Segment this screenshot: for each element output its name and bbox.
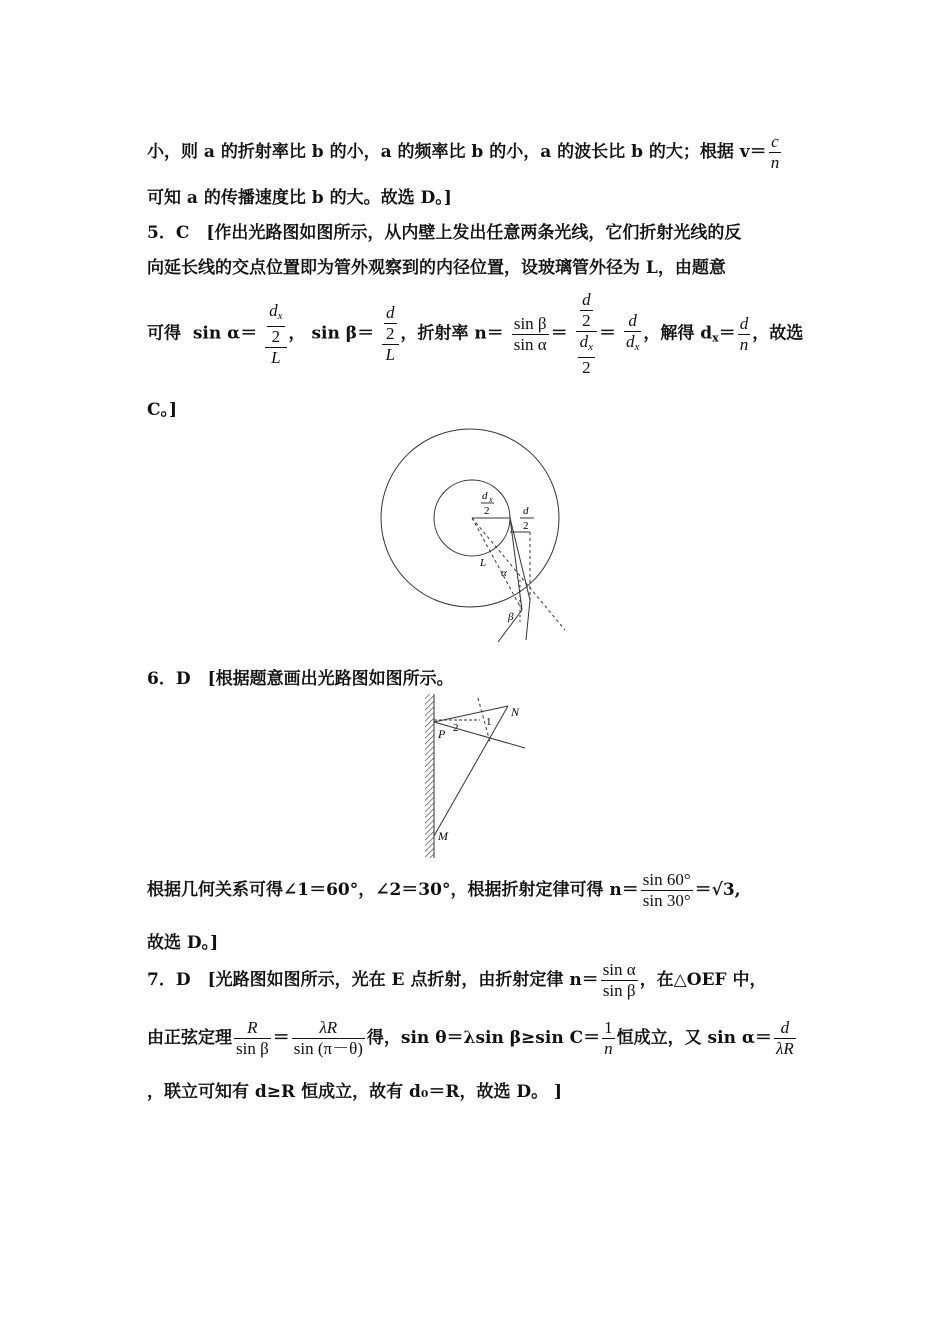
figure-mirror — [420, 692, 535, 862]
p5-line-1: 5．C [作出光路图如图所示，从内壁上发出任意两条光线，它们折射光线的反 — [147, 223, 742, 243]
p5-line-2: 向延长线的交点位置即为管外观察到的内径位置，设玻璃管外径为 L，由题意 — [147, 258, 726, 278]
fig1-d-label: d — [523, 505, 529, 517]
p6-line-1: 6．D [根据题意画出光路图如图所示。 — [147, 669, 454, 689]
fraction-sinb-over-sina: $\frac{\text{sin β}}{\text{sin α}}$ — [513, 313, 547, 354]
fraction-sina-over-sinb: $\frac{\text{sin α}}{\text{sin β}}$ — [602, 960, 636, 1000]
fig1-dx-label: d — [482, 490, 488, 502]
p5-line-4: C。] — [147, 400, 178, 420]
figure-concentric-tube — [370, 420, 580, 650]
incident-ray — [434, 722, 525, 748]
fig1-beta-label: β — [508, 611, 514, 623]
fig2-angle-1: 1 — [486, 716, 492, 728]
fig1-L-label: L — [480, 557, 487, 569]
extension-dashed-2 — [472, 518, 565, 630]
p7-line-2: 由正弦定理 $\frac{R}{\text{sin β}}$ ＝ $\frac{\lambda R}{\sin (\pi-\theta)}$ 得，sin θ＝λsin β≥sin C＝ $\frac{1}{n}$ 恒成立，又 sin α＝ $\frac{d}{\lambda R}$ — [147, 1018, 794, 1058]
fraction-1-over-n: $\frac{1}{n}$ — [604, 1018, 613, 1058]
p5-line-3: 可得 sin α＝ $\frac{\frac{d_x}{2}}{L}$ ， sin β＝ $\frac{\frac{d}{2}}{L}$ ，折射率 n＝ $\frac{\text{sin β}}{\text{sin α}}$ ＝ $\frac{\frac{d}{2}}{\frac{d_x}{2}}$ ＝ $\frac{d}{d_x}$ ，解得 $d_x=$ $\frac{d}{n}$ ，故选 — [147, 290, 804, 377]
mirror-hatch — [425, 694, 434, 858]
fraction-d-over-n: $\frac{d}{n}$ — [739, 313, 749, 354]
fraction-d2-over-dx2: $\frac{\frac{d}{2}}{\frac{d_x}{2}}$ — [576, 290, 597, 378]
fraction-c-over-n: $\frac{c}{n}$ — [770, 132, 780, 172]
fraction-dx2-over-L: $\frac{\frac{d_x}{2}}{L}$ — [265, 301, 286, 368]
fraction-R-over-sinb: $\frac{R}{\text{sin β}}$ — [236, 1018, 269, 1058]
fig2-P-label: P — [438, 727, 446, 741]
p6-line-2: 根据几何关系可得∠1＝60°，∠2＝30°，根据折射定律可得 n＝ $\frac{\sin 60^\circ}{\sin 30^\circ}$ ＝√3, — [147, 870, 741, 910]
refracted-ray-2 — [526, 600, 530, 640]
fraction-lR-over-sin-pi-theta: $\frac{\lambda R}{\sin (\pi-\theta)}$ — [293, 1018, 363, 1058]
fraction-d-over-dx: $\frac{d}{d_x}$ — [625, 311, 640, 353]
fig2-angle-2: 2 — [453, 722, 459, 734]
p6-line-3: 故选 D。] — [147, 933, 219, 953]
p7-line-3: ，联立可知有 d≥R 恒成立，故有 d₀＝R，故选 D。 ] — [147, 1082, 563, 1102]
svg-text:x: x — [489, 495, 493, 504]
svg-text:2: 2 — [484, 505, 490, 517]
fig2-M-label: M — [438, 829, 448, 843]
fraction-d-over-lambdaR: $\frac{d}{\lambda R}$ — [775, 1018, 794, 1058]
fraction-d2-over-L: $\frac{\frac{d}{2}}{L}$ — [382, 303, 399, 365]
p4-line-2: 可知 a 的传播速度比 b 的大。故选 D。] — [147, 188, 452, 208]
fig2-N-label: N — [511, 705, 520, 719]
p4-line-1: 小，则 a 的折射率比 b 的小，a 的频率比 b 的小，a 的波长比 b 的大；根据 v＝ $\frac{c}{n}$ — [147, 132, 780, 172]
svg-text:2: 2 — [523, 520, 529, 532]
p7-line-1: 7．D [光路图如图所示，光在 E 点折射，由折射定律 n＝ $\frac{\text{sin α}}{\text{sin β}}$ ，在△OEF 中， — [147, 960, 767, 1000]
fig1-alpha-label: α — [501, 567, 507, 579]
fraction-sin60-over-sin30: $\frac{\sin 60^\circ}{\sin 30^\circ}$ — [642, 870, 691, 910]
